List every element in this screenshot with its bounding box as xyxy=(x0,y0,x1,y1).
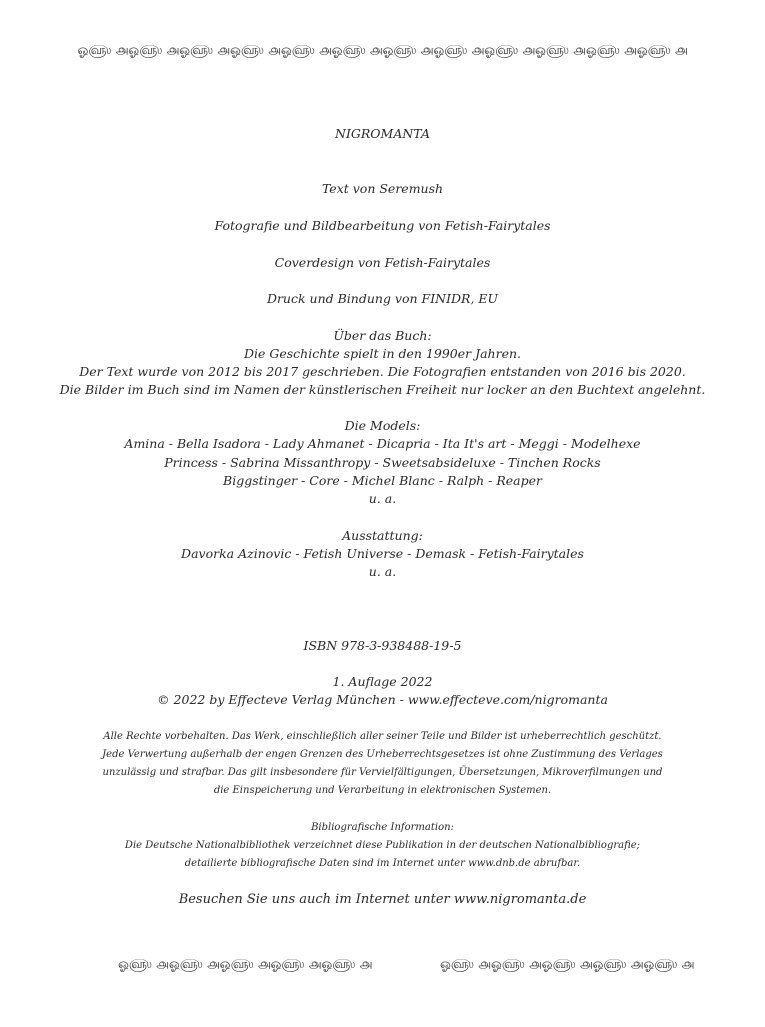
bottom-left-ornament-border: ஓ௵ ௮ஓ௵ ௮ஓ௵ ௮ஓ௵ ௮ஓ௵ ௮ xyxy=(118,957,373,972)
equipment-line: Davorka Azinovic - Fetish Universe - Demask - Fetish-Fairytales xyxy=(181,546,584,561)
models-line: Biggstinger - Core - Michel Blanc - Ralph - Reaper xyxy=(223,473,542,488)
isbn: ISBN 978-3-938488-19-5 xyxy=(303,638,462,653)
credit-photo: Fotografie und Bildbearbeitung von Fetish-Fairytales xyxy=(214,218,551,233)
about-heading: Über das Buch: xyxy=(333,328,432,343)
copyright: © 2022 by Effecteve Verlag München - www.effecteve.com/nigromanta xyxy=(157,692,608,707)
models-line: Princess - Sabrina Missanthropy - Sweetsabsideluxe - Tinchen Rocks xyxy=(164,455,601,470)
biblio-line: Die Deutsche Nationalbibliothek verzeichnet diese Publikation in der deutschen Nationalbibliografie; xyxy=(124,840,641,851)
biblio-heading: Bibliografische Information: xyxy=(311,822,454,833)
edition: 1. Auflage 2022 xyxy=(332,674,433,689)
credit-cover: Coverdesign von Fetish-Fairytales xyxy=(274,255,491,270)
rights-line: die Einspeicherung und Verarbeitung in elektronischen Systemen. xyxy=(213,785,552,796)
rights-line: Alle Rechte vorbehalten. Das Werk, einschließlich aller seiner Teile und Bilder ist urheberrechtlich geschützt. xyxy=(103,731,662,742)
models-line: u. a. xyxy=(368,491,397,506)
credit-text: Text von Seremush xyxy=(321,181,444,196)
rights-line: Jede Verwertung außerhalb der engen Grenzen des Urheberrechtsgesetzes ist ohne Zustimmung des Verlages xyxy=(102,749,663,760)
biblio-line: detailierte bibliografische Daten sind im Internet unter www.dnb.de abrufbar. xyxy=(184,858,581,869)
about-line: Die Geschichte spielt in den 1990er Jahren. xyxy=(243,346,521,361)
top-ornament-border: ஓ௵ ௮ஓ௵ ௮ஓ௵ ௮ஓ௵ ௮ஓ௵ ௮ஓ௵ ௮ஓ௵ ௮ஓ௵ ௮ஓ௵ ௮ஓ௵ ௮ஓ௵ ௮ஓ௵ ௮ xyxy=(77,43,688,58)
models-heading: Die Models: xyxy=(344,418,421,433)
rights-line: unzulässig und strafbar. Das gilt insbesondere für Vervielfältigungen, Übersetzungen, Mikroverfilmungen und xyxy=(102,767,663,778)
bottom-right-ornament-border: ஓ௵ ௮ஓ௵ ௮ஓ௵ ௮ஓ௵ ௮ஓ௵ ௮ xyxy=(440,957,695,972)
equipment-heading: Ausstattung: xyxy=(342,528,423,543)
about-line: Die Bilder im Buch sind im Namen der künstlerischen Freiheit nur locker an den Buchtext angelehnt. xyxy=(59,382,706,397)
models-line: Amina - Bella Isadora - Lady Ahmanet - Dicapria - Ita It's art - Meggi - Modelhexe xyxy=(124,436,641,451)
credit-print: Druck und Bindung von FINIDR, EU xyxy=(266,291,499,306)
equipment-line: u. a. xyxy=(368,564,397,579)
book-title: NIGROMANTA xyxy=(335,126,430,141)
visit-website: Besuchen Sie uns auch im Internet unter www.nigromanta.de xyxy=(178,892,587,907)
about-line: Der Text wurde von 2012 bis 2017 geschrieben. Die Fotografien entstanden von 2016 bis 2020. xyxy=(79,364,686,379)
